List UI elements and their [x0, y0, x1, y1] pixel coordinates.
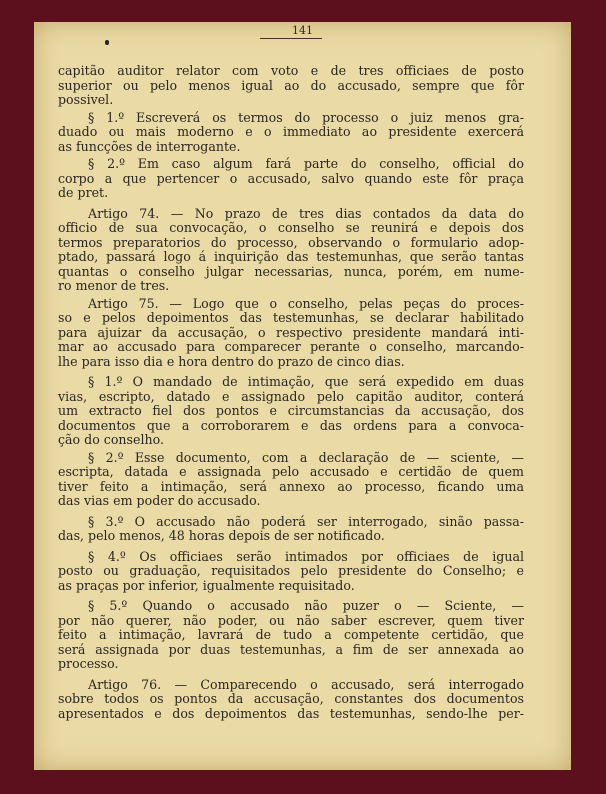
text-line: Artigo 74. — No prazo de tres dias contados da data do	[88, 205, 524, 221]
paragraph	[58, 111, 524, 155]
paragraph	[58, 157, 524, 201]
text-line: Artigo 75. — Logo que o conselho, pelas peças do proces-	[88, 295, 524, 311]
text-line: § 3.º O accusado não poderá ser interrogado, sinão passa-	[88, 513, 524, 529]
text-line: officio de sua convocação, o conselho se reunirá e depois dos	[58, 220, 524, 235]
text-line: termos preparatorios do processo, observando o formulario adop-	[58, 234, 524, 250]
text-line: será assignada por duas testemunhas, a fim de ser annexada ao	[58, 641, 524, 657]
text-line: ptado, passará logo á inquirição das testemunhas, que serão tantas	[58, 249, 524, 264]
text-line: ção do conselho.	[58, 432, 164, 447]
paragraph	[58, 375, 524, 448]
paragraph	[58, 297, 524, 370]
paragraph	[58, 599, 524, 672]
page-body	[58, 64, 524, 724]
paragraph	[58, 451, 524, 509]
text-line: so e pelos depoimentos das testemunhas, se declarar habilitado	[58, 310, 524, 325]
text-line: escripta, datada e assignada pelo accusado e certidão de quem	[58, 464, 524, 479]
text-line: para ajuizar da accusação, o respectivo presidente mandará inti-	[58, 324, 524, 340]
header-rule	[260, 38, 322, 39]
text-line: duado ou mais moderno e o immediato ao presidente exercerá	[58, 124, 524, 139]
text-line: as funcções de interrogante.	[58, 138, 241, 154]
text-line: § 1.º Escreverá os termos do processo o juiz menos gra-	[88, 109, 524, 125]
text-line: de pret.	[58, 185, 109, 200]
paragraph	[58, 550, 524, 594]
page-number: 141	[292, 24, 313, 37]
book-page	[34, 22, 571, 770]
text-line: superior ou pelo menos igual ao do accusado, sempre que fôr	[58, 77, 524, 93]
text-line: § 2.º Em caso algum fará parte do conselho, official do	[88, 156, 524, 171]
paragraph	[58, 515, 524, 544]
text-line: das, pelo menos, 48 horas depois de ser notificado.	[58, 528, 385, 543]
text-line: § 1.º O mandado de intimação, que será expedido em duas	[88, 374, 524, 389]
text-line: § 2.º Esse documento, com a declaração de — sciente, —	[88, 449, 524, 465]
paragraph	[58, 678, 524, 722]
text-line: das vias em poder do accusado.	[58, 493, 261, 508]
text-line: mar ao accusado para comparecer perante o conselho, marcando-	[58, 339, 524, 354]
text-line: um extracto fiel dos pontos e circumstancias da accusação, dos	[58, 403, 524, 418]
text-line: quantas o conselho julgar necessarias, nunca, porém, em nume-	[58, 263, 524, 279]
text-line: sobre todos os pontos da accusação, constantes dos documentos	[58, 691, 524, 706]
ink-spot	[105, 40, 109, 45]
paragraph	[58, 64, 524, 108]
text-line: por não querer, não poder, ou não saber escrever, quem tiver	[58, 612, 524, 628]
text-line: lhe para isso dia e hora dentro do prazo de cinco dias.	[58, 353, 405, 369]
text-line: possivel.	[58, 92, 114, 107]
text-line: apresentados e dos depoimentos das testemunhas, sendo-lhe per-	[58, 705, 524, 721]
paragraph	[58, 207, 524, 294]
text-line: tiver feito a intimação, será annexo ao processo, ficando uma	[58, 478, 524, 494]
text-line: processo.	[58, 656, 119, 671]
text-line: ro menor de tres.	[58, 278, 170, 293]
text-line: corpo a que pertencer o accusado, salvo quando este fôr praça	[58, 170, 524, 186]
text-line: posto ou graduação, requisitados pelo presidente do Conselho; e	[58, 563, 524, 578]
text-line: Artigo 76. — Comparecendo o accusado, será interrogado	[88, 676, 524, 692]
text-line: § 4.º Os officiaes serão intimados por officiaes de igual	[88, 548, 524, 564]
text-line: feito a intimação, lavrará de tudo a competente certidão, que	[58, 627, 524, 642]
text-line: vias, escripto, datado e assignado pelo capitão auditor, conterá	[58, 388, 524, 404]
text-line: § 5.º Quando o accusado não puzer o — Sciente, —	[88, 598, 524, 613]
text-line: documentos que a corroborarem e das ordens para a convoca-	[58, 417, 524, 433]
text-line: capitão auditor relator com voto e de tres officiaes de posto	[58, 63, 524, 78]
text-line: as praças por inferior, igualmente requisitado.	[58, 577, 355, 593]
